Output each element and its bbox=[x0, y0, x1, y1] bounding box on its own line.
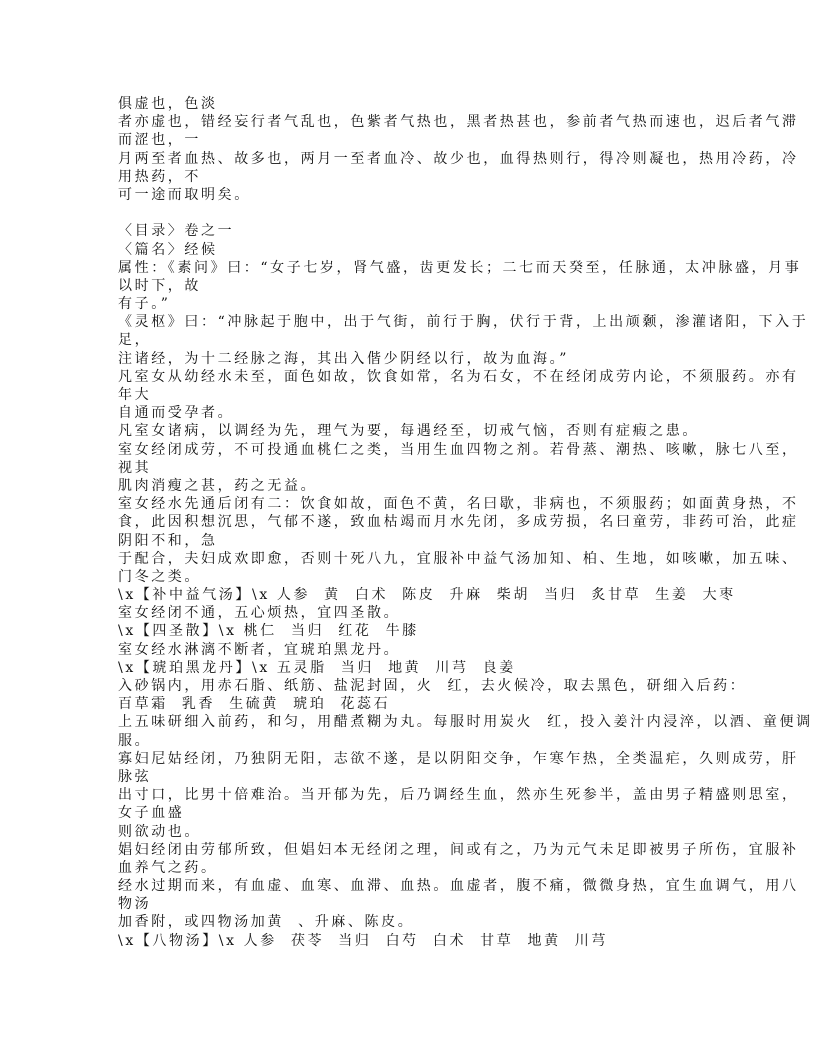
text-line: 娼妇经闭由劳郁所致，但娼妇本无经闭之理，间或有之，乃为元气未足即被男子所伤，宜服补 bbox=[118, 841, 799, 858]
text-line: 室女经水先通后闭有二：饮食如故，面色不黄，名曰歇，非病也，不须服药；如面黄身热，不 bbox=[118, 496, 799, 513]
text-line: 以时下，故 bbox=[118, 277, 201, 294]
text-line: 则欲动也。 bbox=[118, 823, 201, 840]
text-line: 可一途而取明矣。 bbox=[118, 186, 251, 203]
text-line: 《灵枢》曰：“冲脉起于胞中，出于气街，前行于胸，伏行于背，上出颃颡，渗灌诸阳，下入于 bbox=[118, 314, 809, 331]
text-line: \x【八物汤】\x 人参 茯苓 当归 白芍 白术 甘草 地黄 川芎 bbox=[118, 932, 608, 949]
text-line: 室女经闭不通，五心烦热，宜四圣散。 bbox=[118, 605, 401, 622]
text-line: 足， bbox=[118, 332, 152, 349]
text-line: 有子。” bbox=[118, 296, 171, 313]
text-line: 凡室女诸病，以调经为先，理气为要，每遇经至，切戒气恼，否则有症瘕之患。 bbox=[118, 423, 699, 440]
text-line: 血养气之药。 bbox=[118, 859, 218, 876]
text-line: \x【四圣散】\x 桃仁 当归 红花 牛膝 bbox=[118, 623, 419, 640]
text-line: 入砂锅内，用赤石脂、纸筋、盐泥封固，火 红，去火候冷，取去黑色，研细入后药： bbox=[118, 678, 747, 694]
text-line: 上五味研细入前药，和匀，用醋煮糊为丸。每服时用炭火 红，投入姜汁内浸淬，以酒、童便调 bbox=[118, 714, 813, 731]
text-line: 自通而受孕者。 bbox=[118, 405, 235, 422]
text-line: 物汤 bbox=[118, 896, 152, 913]
text-line: 百草霜 乳香 生硫黄 琥珀 花蕊石 bbox=[118, 696, 391, 713]
text-line: 俱虚也，色淡 bbox=[118, 96, 218, 112]
text-line: 经水过期而来，有血虚、血寒、血滞、血热。血虚者，腹不痛，微微身热，宜生血调气，用八 bbox=[118, 878, 799, 895]
text-line: 凡室女从幼经水未至，面色如故，饮食如常，名为石女，不在经闭成劳内论，不须服药。亦有 bbox=[118, 368, 799, 385]
text-line: 于配合，夫妇成欢即愈，否则十死八九，宜服补中益气汤加知、柏、生地，如咳嗽，加五味、 bbox=[118, 550, 799, 567]
text-line: 视其 bbox=[118, 459, 152, 476]
text-line: 〈篇名〉经候 bbox=[118, 241, 218, 258]
text-line: 而涩也，一 bbox=[118, 132, 201, 149]
text-line: 属性：《素问》曰：“女子七岁，肾气盛，齿更发长；二七而天癸至，任脉通，太冲脉盛，月事 bbox=[118, 259, 802, 276]
text-line: 食，此因积想沉思，气郁不遂，致血枯竭而月水先闭，多成劳损，名曰童劳，非药可治，此症 bbox=[118, 514, 799, 531]
text-line: 脉弦 bbox=[118, 768, 152, 785]
text-line: 服。 bbox=[118, 732, 152, 749]
text-line: 者亦虚也，错经妄行者气乱也，色紫者气热也，黑者热甚也，参前者气热而速也，迟后者气滞 bbox=[118, 114, 799, 131]
text-line: 出寸口，比男十倍难治。当开郁为先，后乃调经生血，然亦生死参半，盖由男子精盛则思室， bbox=[118, 787, 799, 804]
text-line: 年大 bbox=[118, 387, 152, 403]
text-line: 阴阳不和，急 bbox=[118, 532, 218, 549]
text-line: 注诸经，为十二经脉之海，其出入偕少阴经以行，故为血海。” bbox=[118, 350, 569, 367]
text-line: 门冬之类。 bbox=[118, 568, 201, 585]
text-line: 用热药，不 bbox=[118, 168, 201, 185]
text-line: 室女经水淋漓不断者，宜琥珀黑龙丹。 bbox=[118, 641, 401, 658]
text-line: 肌肉消瘦之甚，药之无益。 bbox=[118, 477, 318, 494]
text-line: \x【琥珀黑龙丹】\x 五灵脂 当归 地黄 川芎 良姜 bbox=[118, 659, 516, 676]
text-line: 加香附，或四物汤加黄 、升麻、陈皮。 bbox=[118, 914, 415, 931]
text-line: 女子血盛 bbox=[118, 805, 185, 822]
text-line: 室女经闭成劳，不可投通血桃仁之类，当用生血四物之剂。若骨蒸、潮热、咳嗽，脉七八至， bbox=[118, 441, 799, 458]
text-line: 寡妇尼姑经闭，乃独阴无阳，志欲不遂，是以阴阳交争，乍寒乍热，全类温疟，久则成劳，肝 bbox=[118, 750, 799, 767]
document-page bbox=[118, 95, 813, 950]
text-line: 月两至者血热、故多也，两月一至者血冷、故少也，血得热则行，得冷则凝也，热用冷药，冷 bbox=[118, 150, 799, 167]
text-line: \x【补中益气汤】\x 人参 黄 白术 陈皮 升麻 柴胡 当归 炙甘草 生姜 大枣 bbox=[118, 587, 736, 604]
text-line: 〈目录〉卷之一 bbox=[118, 223, 235, 240]
text-line bbox=[118, 204, 718, 222]
